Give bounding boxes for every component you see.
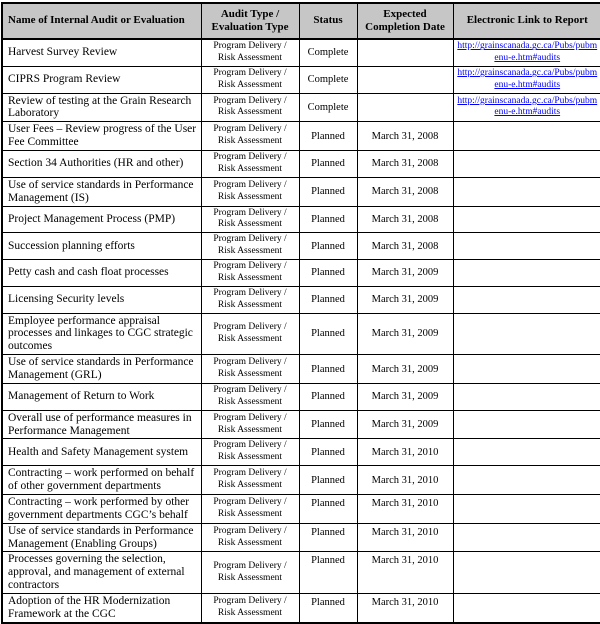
table-row (2, 233, 600, 260)
audit-type-cell: Program Delivery / Risk Assessment (201, 313, 299, 355)
table-row (2, 93, 600, 122)
report-link-cell (453, 151, 600, 178)
audit-type-cell: Program Delivery / Risk Assessment (201, 466, 299, 495)
completion-date-cell: March 31, 2009 (357, 260, 453, 287)
audit-name-cell: Contracting – work performed on behalf of other government departments (2, 466, 201, 495)
completion-date-cell: March 31, 2009 (357, 355, 453, 384)
audit-name-cell: CIPRS Program Review (2, 66, 201, 93)
audit-name-cell: Licensing Security levels (2, 286, 201, 313)
audit-name-cell: Succession planning efforts (2, 233, 201, 260)
audit-name-cell: Employee performance appraisal processes and linkages to CGC strategic outcomes (2, 313, 201, 355)
report-link-cell (453, 177, 600, 206)
report-link-cell (453, 260, 600, 287)
report-link-cell (453, 523, 600, 552)
audit-type-cell: Program Delivery / Risk Assessment (201, 494, 299, 523)
audit-name-cell: Use of service standards in Performance Management (Enabling Groups) (2, 523, 201, 552)
table-body (2, 39, 600, 623)
audit-type-cell: Program Delivery / Risk Assessment (201, 410, 299, 439)
table-row (2, 494, 600, 523)
table-row (2, 39, 600, 66)
report-link-cell (453, 286, 600, 313)
table-row (2, 523, 600, 552)
report-link[interactable]: http://grainscanada.gc.ca/Pubs/pubmenu-e.htm#audits (457, 68, 598, 90)
completion-date-cell: March 31, 2010 (357, 523, 453, 552)
table-row (2, 552, 600, 594)
table-row (2, 66, 600, 93)
status-cell: Planned (299, 594, 357, 623)
report-link-cell (453, 122, 600, 151)
completion-date-cell: March 31, 2009 (357, 410, 453, 439)
report-link-cell (453, 355, 600, 384)
status-cell: Planned (299, 260, 357, 287)
report-link-cell (453, 594, 600, 623)
internal-audit-table (1, 2, 600, 624)
report-link-cell (453, 439, 600, 466)
report-link[interactable]: http://grainscanada.gc.ca/Pubs/pubmenu-e.htm#audits (457, 41, 598, 63)
status-cell: Complete (299, 93, 357, 122)
audit-name-cell: Contracting – work performed by other government departments CGC’s behalf (2, 494, 201, 523)
audit-type-cell: Program Delivery / Risk Assessment (201, 260, 299, 287)
table-row (2, 594, 600, 623)
audit-type-cell: Program Delivery / Risk Assessment (201, 206, 299, 233)
table-row (2, 206, 600, 233)
audit-name-cell: Section 34 Authorities (HR and other) (2, 151, 201, 178)
audit-type-cell: Program Delivery / Risk Assessment (201, 39, 299, 66)
audit-type-cell: Program Delivery / Risk Assessment (201, 594, 299, 623)
audit-type-cell: Program Delivery / Risk Assessment (201, 552, 299, 594)
audit-type-cell: Program Delivery / Risk Assessment (201, 383, 299, 410)
audit-name-cell: Processes governing the selection, approval, and management of external contractors (2, 552, 201, 594)
column-header-name: Name of Internal Audit or Evaluation (2, 3, 201, 39)
report-link-cell (453, 39, 600, 66)
completion-date-cell (357, 93, 453, 122)
status-cell: Planned (299, 523, 357, 552)
completion-date-cell: March 31, 2010 (357, 466, 453, 495)
audit-name-cell: Petty cash and cash float processes (2, 260, 201, 287)
table-row (2, 151, 600, 178)
audit-type-cell: Program Delivery / Risk Assessment (201, 439, 299, 466)
completion-date-cell: March 31, 2008 (357, 151, 453, 178)
audit-type-cell: Program Delivery / Risk Assessment (201, 523, 299, 552)
completion-date-cell (357, 39, 453, 66)
status-cell: Planned (299, 233, 357, 260)
audit-name-cell: Adoption of the HR Modernization Framework at the CGC (2, 594, 201, 623)
table-row (2, 383, 600, 410)
table-row (2, 355, 600, 384)
status-cell: Planned (299, 177, 357, 206)
column-header-electronic-link: Electronic Link to Report (453, 3, 600, 39)
audit-type-cell: Program Delivery / Risk Assessment (201, 93, 299, 122)
report-link-cell (453, 233, 600, 260)
status-cell: Planned (299, 206, 357, 233)
table-row (2, 260, 600, 287)
status-cell: Planned (299, 410, 357, 439)
completion-date-cell: March 31, 2010 (357, 439, 453, 466)
report-link-cell (453, 552, 600, 594)
audit-type-cell: Program Delivery / Risk Assessment (201, 177, 299, 206)
completion-date-cell: March 31, 2009 (357, 286, 453, 313)
audit-name-cell: User Fees – Review progress of the User Fee Committee (2, 122, 201, 151)
completion-date-cell (357, 66, 453, 93)
table-row (2, 466, 600, 495)
completion-date-cell: March 31, 2008 (357, 122, 453, 151)
status-cell: Planned (299, 355, 357, 384)
status-cell: Planned (299, 122, 357, 151)
table-row (2, 439, 600, 466)
audit-type-cell: Program Delivery / Risk Assessment (201, 233, 299, 260)
column-header-audit-type: Audit Type / Evaluation Type (201, 3, 299, 39)
completion-date-cell: March 31, 2008 (357, 177, 453, 206)
status-cell: Planned (299, 494, 357, 523)
completion-date-cell: March 31, 2008 (357, 233, 453, 260)
audit-type-cell: Program Delivery / Risk Assessment (201, 122, 299, 151)
status-cell: Planned (299, 552, 357, 594)
completion-date-cell: March 31, 2010 (357, 552, 453, 594)
completion-date-cell: March 31, 2009 (357, 313, 453, 355)
report-link-cell (453, 66, 600, 93)
report-link-cell (453, 383, 600, 410)
status-cell: Planned (299, 439, 357, 466)
report-link[interactable]: http://grainscanada.gc.ca/Pubs/pubmenu-e.htm#audits (457, 95, 598, 118)
audit-name-cell: Management of Return to Work (2, 383, 201, 410)
audit-name-cell: Overall use of performance measures in Performance Management (2, 410, 201, 439)
table-row (2, 313, 600, 355)
status-cell: Complete (299, 39, 357, 66)
audit-name-cell: Use of service standards in Performance Management (IS) (2, 177, 201, 206)
report-link-cell (453, 410, 600, 439)
status-cell: Planned (299, 151, 357, 178)
completion-date-cell: March 31, 2010 (357, 594, 453, 623)
completion-date-cell: March 31, 2009 (357, 383, 453, 410)
report-link-cell (453, 494, 600, 523)
audit-name-cell: Harvest Survey Review (2, 39, 201, 66)
completion-date-cell: March 31, 2008 (357, 206, 453, 233)
audit-type-cell: Program Delivery / Risk Assessment (201, 286, 299, 313)
table-row (2, 122, 600, 151)
audit-name-cell: Project Management Process (PMP) (2, 206, 201, 233)
audit-type-cell: Program Delivery / Risk Assessment (201, 355, 299, 384)
audit-name-cell: Review of testing at the Grain Research Laboratory (2, 93, 201, 122)
table-row (2, 177, 600, 206)
report-link-cell (453, 206, 600, 233)
report-link-cell (453, 93, 600, 122)
audit-type-cell: Program Delivery / Risk Assessment (201, 66, 299, 93)
report-link-cell (453, 466, 600, 495)
status-cell: Planned (299, 286, 357, 313)
status-cell: Planned (299, 383, 357, 410)
status-cell: Planned (299, 313, 357, 355)
completion-date-cell: March 31, 2010 (357, 494, 453, 523)
column-header-status: Status (299, 3, 357, 39)
header-row (2, 3, 600, 39)
column-header-expected-completion-date: Expected Completion Date (357, 3, 453, 39)
status-cell: Complete (299, 66, 357, 93)
audit-name-cell: Use of service standards in Performance Management (GRL) (2, 355, 201, 384)
status-cell: Planned (299, 466, 357, 495)
audit-name-cell: Health and Safety Management system (2, 439, 201, 466)
audit-type-cell: Program Delivery / Risk Assessment (201, 151, 299, 178)
report-link-cell (453, 313, 600, 355)
table-row (2, 286, 600, 313)
table-row (2, 410, 600, 439)
